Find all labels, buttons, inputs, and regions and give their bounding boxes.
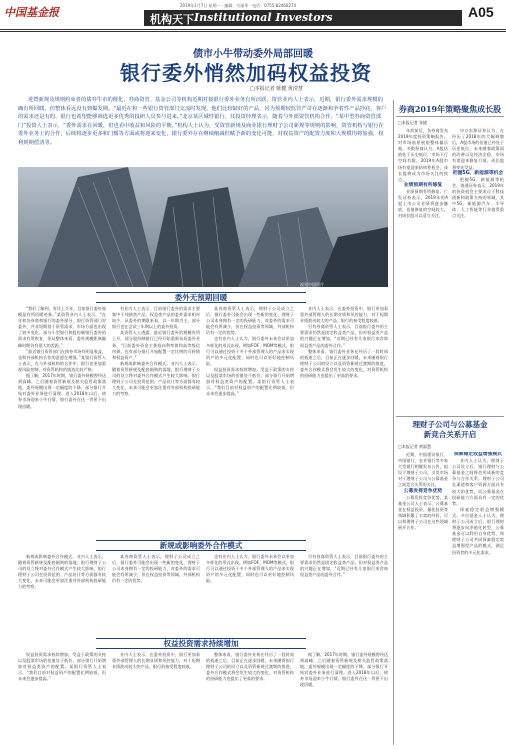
paragraph: 另有券商资管人士表示，目前银行委外的主要需求仍然是固定收益类产品，但对权益类产品的兴趣正在增加，“近期已经有几家银行来咨询权益类产品的委外合作。”: [300, 324, 388, 348]
story-column-4: [300, 306, 388, 536]
newspaper-logo: 中国基金报: [4, 6, 59, 19]
paragraph: 公募发挥竞争优势。某基金公司人士表示，公募基金在权益投资、量化投资等领域积累了丰富的经验，可以和理财子公司在这些领域展开合作。: [398, 494, 448, 531]
story-column-11: [206, 652, 294, 744]
paragraph: 业绩预期有所修复。广发证券表示，2019年的A股上市公司业绩将逐步触底，估值修复的空间较大，对成长股可以适当关注。: [398, 188, 448, 219]
story-column-3: [206, 306, 294, 536]
section-heading-3: 权益投资需求持续增加: [96, 638, 306, 649]
story-column-10: [112, 652, 200, 744]
paragraph: 某券商资管人士表示，理财子公司成立之后，银行委外可能会出现一些新的变化，理财子公司本身拥有一定的投研能力，对委外的需求可能会有所减少，但在权益投资等领域，外部机构仍有一定的优势。: [112, 554, 200, 584]
story-photo: [18, 167, 388, 287]
paragraph: 有业内人士表示，目前银行委外的需求主要集中于纯债类产品，权益类产品的委外需求相对较少。从委外的期限来看，以一年期为主，部分银行也在尝试三年期以上的委外投资。: [112, 306, 200, 330]
paragraph: 业内人士认为，理财子公司设立后，银行理财与公募基金之间将会形成新的竞争与合作关系。理财子公司在渠道和客户资源方面具有较大的优势，而公募基金在投研能力方面具有一定的优势。: [452, 458, 504, 506]
paragraph: 某资管人士透露，最近银行委外的规模有所上升，部分股份制银行已经开始重新布局委外业务，“目前委外资金主要投向利率债和高等级信用债，也有部分银行开始配置一定比例的可转债和权益资产。”: [112, 330, 200, 360]
paragraph: 权益投资需求持续增加。受益于政策的支持以及股票市场的估值处于低位，部分银行开始增加对权益类资产的配置。某银行资管人士表示，“我们目前对权益资产的配置比例较低，但未来会逐步提高。”: [206, 366, 294, 397]
masthead: [0, 0, 506, 28]
right-story-column-2: [452, 128, 504, 413]
story-column-1: [18, 306, 106, 536]
paragraph: 申万宏源证券认为，在经历了2018年的大幅调整后，A股市场的估值已经处于历史低位，未来随着政策面的改善以及经济企稳，市场有望迎来修复行情，成长股将率先受益。: [452, 128, 504, 170]
story-column-5: [18, 554, 106, 634]
paragraph: 近期，中国建设银行、中国银行、农业银行等多家大型银行相继发布公告，拟设立理财子公司，引发市场对于理财子公司与公募基金之间竞合关系的关注。: [398, 452, 448, 488]
page-number: A05: [468, 4, 494, 20]
right-story-headline: 券商2019年策略聚焦成长股: [398, 104, 502, 114]
story-byline: □本报记者 陈健 黄滢慧: [250, 86, 303, 92]
paragraph: 某券商资管人士表示，理财子公司成立之后，银行委外可能会出现一些新的变化，理财子公司本身拥有一定的投研能力，对委外的需求可能会有所减少，但在权益投资等领域，外部机构仍有一定的优势。: [206, 306, 294, 336]
section-title-cn: 机构天下: [150, 13, 194, 26]
right-bottom-column-2: [452, 452, 504, 744]
section-heading-1: 委外无预期回暖: [96, 292, 306, 303]
paragraph: 据了解，2017年时期，银行委外规模曾经达到高峰，之后随着资管新规及相关监管政策落地，委外规模出现一定幅度的下降，部分银行开始对委外业务进行清理。进入2018年以后，债券市场迎来小牛行情，银行委外在这一背景下出现回暖。: [300, 652, 388, 688]
right-bottom-subhead-1: 公募发挥竞争优势: [403, 488, 443, 494]
right-bottom-column-1: [398, 452, 448, 744]
section-title-en: Institutional Investors: [194, 11, 333, 24]
paragraph: 把握5G、新能源等机会。海通证券表示，2019年的投资机会主要来自于科技创新和政策支持的领域，其中5G、新能源汽车、半导体、人工智能等行业值得重点关注。: [452, 176, 504, 219]
right-bottom-subhead-2: 探索稳定收益增强模式: [454, 452, 502, 457]
story-column-9: [18, 652, 106, 744]
right-story-byline: □本报记者 张捷: [398, 120, 428, 125]
paragraph: 据了解，2017年时期，银行委外规模曾经达到高峰，之后随着资管新规及相关监管政策落地，委外规模出现一定幅度的下降，部分银行开始对委外业务进行清理。进入2018年以后，债券市场迎来小牛行情，银行委外在这一背景下出现回暖。: [18, 373, 106, 409]
story-column-8: [300, 554, 388, 634]
story-lead: 进暨新规及规则约束者的债券牛市的催化，券商资管、基金公司等机构近期对接银行委外业务有所活跃，资管业内人士表示，近期，银行委外需求规模的确有所回暖，但整体看远没有到爆发期。“最近在和一些银行资管部门交流时发现，他们比较缺好的产品，因为预期较监管严苛在逐渐和争着性产品抄底，客户的需求还是有的，银行也希望能够筛选更多优秀的投研人员参与进来。”北京某区域性银行，其投资经理表示，随着与外部资管机构合作，“某中型券商资管部门”投资人士表示，“委外需求在回暖，但也看中收益和风险的平衡。”机构人士认为，受资管新规及商业银行理财子公司新规等规则的影响，资管机构与银行在委外业务上的合作，后续将逐步更多和门槛等方面或将迎来变化，银行委外存在继续缩减但赋予新的变化可能，对权益资产的配置力度和大规模均将加强，权利到期偿清等。: [18, 97, 387, 146]
paragraph: 权益投资需求持续增加。受益于政策的支持以及股票市场的估值处于低位，部分银行开始增加对权益类资产的配置。某银行资管人士表示，“我们目前对权益资产的配置比例较低，但未来会逐步提高。”: [18, 652, 106, 682]
right-section-rule: [396, 416, 504, 417]
right-bottom-headline: 理财子公司与公募基金 新竞合关系开启: [412, 420, 488, 439]
paragraph: 新规或影响委外合作模式。业内人士表示，随着资管新规及配套细则的落地，银行理财子公司的设立将对委外合作模式产生较大影响，银行理财子公司在投资范围、产品设计等方面都有较大变化，未来可能会更加注重对外部机构投研能力的考察。: [18, 554, 106, 590]
right-story-column-1: [398, 128, 448, 413]
paragraph: 整体来看，银行委外业务在经历了一段时间的低迷之后，目前正在逐步回暖，未来随着银行理财子公司的设立以及资管新规过渡期的推进，委外合作模式将会发生较大的变化，对资管机构的投研能力也提出了更高的要求。: [300, 348, 388, 379]
story-headline: 银行委外悄然加码权益投资: [120, 61, 372, 85]
section-heading-2: 新规或影响委外合作模式: [96, 540, 306, 551]
story-column-6: [112, 554, 200, 634]
right-story-subhead-1: 业绩预期有所修复: [403, 182, 443, 188]
paragraph: “最近银行资管部门在债券市场有明显收益，也和外部机构合作的意愿在增强。”某银行资管人士表示，在与外部机构的合作中，银行也更加重视风险控制，对资管机构的挑选比较严格。: [18, 348, 106, 372]
paragraph: 业内人士表示，在委外投资中，银行更加看重外部管理人的长期业绩和风控能力，对于短期业绩波动较大的产品，银行的接受程度较低。: [112, 652, 200, 670]
right-bottom-byline: □本报记者 黄淑慧: [398, 444, 432, 449]
date-line: 2019年1月7日 星期一 · 编辑：方丽华 · 电话：0755-82468270: [180, 3, 297, 8]
column-divider: [393, 100, 394, 745]
paragraph: 也有业内人士认为，银行委外未来会以更加多样化的形式出现，例如FOF、MOM等模式。银行可以通过投资于多个外部管理人的产品来实现资产的多元化配置，同时也可以更好地控制风险。: [206, 554, 294, 584]
paragraph: “我们了解到，有比上半年，目前银行委外规模是有所回暖迹象。”某资管业内人士表示，“在年初各券商和银行的委外部分，银行资管部门对委外，并非短期基于资管需求，市场方面也出现了较多变化。部分小型银行和股份制银行委外的需求有所恢复，但从整体来看，委外规模距离巅峰时期仍有很大的差距。”: [18, 306, 106, 348]
right-story-subhead-2: 把握5G、新能源等机会: [452, 170, 504, 176]
paragraph: 业内人士表示，在委外投资中，银行更加看重外部管理人的长期业绩和风控能力，对于短期业绩波动较大的产品，银行的接受程度较低。: [300, 306, 388, 324]
paragraph: 另有券商资管人士表示，目前银行委外的主要需求仍然是固定收益类产品，但对权益类产品的兴趣正在增加，“近期已经有几家银行来咨询权益类产品的委外合作。”: [300, 554, 388, 578]
story-subtitle: 债市小牛带动委外局部回暖: [193, 49, 313, 60]
paragraph: 年底前后，各券商发布2019年度投资策略报告，对市场前景展望整体偏乐观。多数券商认为，A股估值处于历史低位，市场下行空间有限，2019年A股市场有望迎来结构性机会，成长股将成为市场关注的焦点。: [398, 128, 448, 182]
story-column-2: [112, 306, 200, 536]
right-story-rule: [396, 116, 504, 117]
story-column-7: [206, 554, 294, 634]
skyscraper-illustration: [18, 167, 388, 287]
paragraph: 也有业内人士认为，银行委外未来会以更加多样化的形式出现，例如FOF、MOM等模式。银行可以通过投资于多个外部管理人的产品来实现资产的多元化配置，同时也可以更好地控制风险。: [206, 336, 294, 366]
header-rule: [0, 29, 506, 30]
paragraph: 整体来看，银行委外业务在经历了一段时间的低迷之后，目前正在逐步回暖，未来随着银行理财子公司的设立以及资管新规过渡期的推进，委外合作模式将会发生较大的变化，对资管机构的投研能力也提出了更高的要求。: [206, 652, 294, 682]
photo-caption: 视觉中国图片: [300, 282, 324, 287]
story-column-12: [300, 652, 388, 744]
paragraph: 探索稳定收益增强模式。多位基金人士认为，理财子公司成立后，银行理财将逐步向净值化转型，公募基金可以利用自身优势，和理财子公司共同探索稳定收益增强型产品的模式，满足投资者的多元化需求。: [452, 506, 504, 555]
header-rule-thin: [0, 31, 506, 32]
paragraph: 新规或影响委外合作模式。业内人士表示，随着资管新规及配套细则的落地，银行理财子公司的设立将对委外合作模式产生较大影响，银行理财子公司在投资范围、产品设计等方面都有较大变化，未来可能会更加注重对外部机构投研能力的考察。: [112, 360, 200, 397]
